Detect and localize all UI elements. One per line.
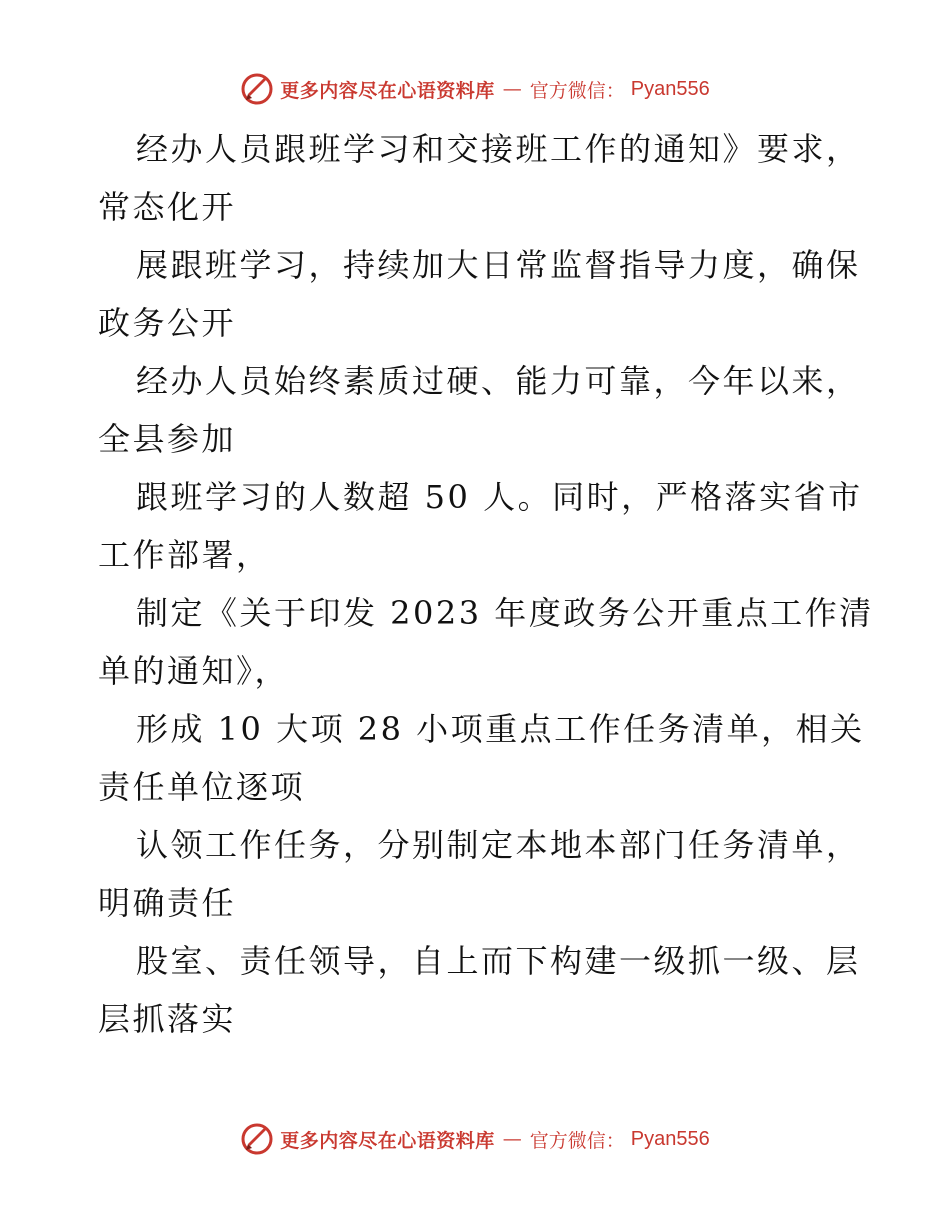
footer-site-text: 更多内容尽在心语资料库 (280, 1129, 495, 1152)
paragraph-line: 认领工作任务，分别制定本地本部门任务清单， (136, 826, 861, 864)
paragraph (98, 352, 861, 468)
paragraph-line: 跟班学习的人数超 50 人。同时，严格落实省市 (136, 478, 863, 516)
paragraph-line: 明确责任 (98, 884, 237, 922)
paragraph-line: 经办人员跟班学习和交接班工作的通知》要求， (136, 130, 861, 168)
footer-wechat-id: Pyan556 (630, 1127, 710, 1150)
quill-circle-logo-icon (240, 72, 274, 106)
paragraph (98, 700, 865, 816)
document-body (98, 120, 874, 1048)
paragraph-line: 股室、责任领导，自上而下构建一级抓一级、层 (136, 942, 861, 980)
paragraph (98, 584, 874, 700)
paragraph-line: 经办人员始终素质过硬、能力可靠，今年以来， (136, 362, 861, 400)
paragraph-line: 全县参加 (98, 420, 237, 458)
paragraph (98, 468, 863, 584)
header-wechat-id: Pyan556 (630, 77, 710, 100)
header-wechat-label: 官方微信： (529, 79, 625, 102)
header-separator: — (502, 78, 522, 100)
footer-wechat-label: 官方微信： (529, 1129, 625, 1152)
header-banner (0, 72, 950, 106)
paragraph-line: 制定《关于印发 2023 年度政务公开重点工作清 (136, 594, 874, 632)
paragraph (98, 932, 861, 1048)
paragraph-line: 形成 10 大项 28 小项重点工作任务清单，相关 (136, 710, 865, 748)
paragraph-line: 工作部署， (98, 536, 271, 574)
paragraph-line: 层抓落实 (98, 1000, 237, 1038)
paragraph-line: 政务公开 (98, 304, 237, 342)
paragraph (98, 120, 861, 236)
paragraph-line: 责任单位逐项 (98, 768, 306, 806)
paragraph-line: 单的通知》， (98, 652, 290, 690)
header-site-text: 更多内容尽在心语资料库 (280, 79, 495, 102)
footer-separator: — (502, 1128, 522, 1150)
paragraph (98, 816, 861, 932)
paragraph (98, 236, 861, 352)
quill-circle-logo-icon (240, 1122, 274, 1156)
paragraph-line: 展跟班学习，持续加大日常监督指导力度，确保 (136, 246, 861, 284)
footer-banner (0, 1122, 950, 1156)
paragraph-line: 常态化开 (98, 188, 237, 226)
